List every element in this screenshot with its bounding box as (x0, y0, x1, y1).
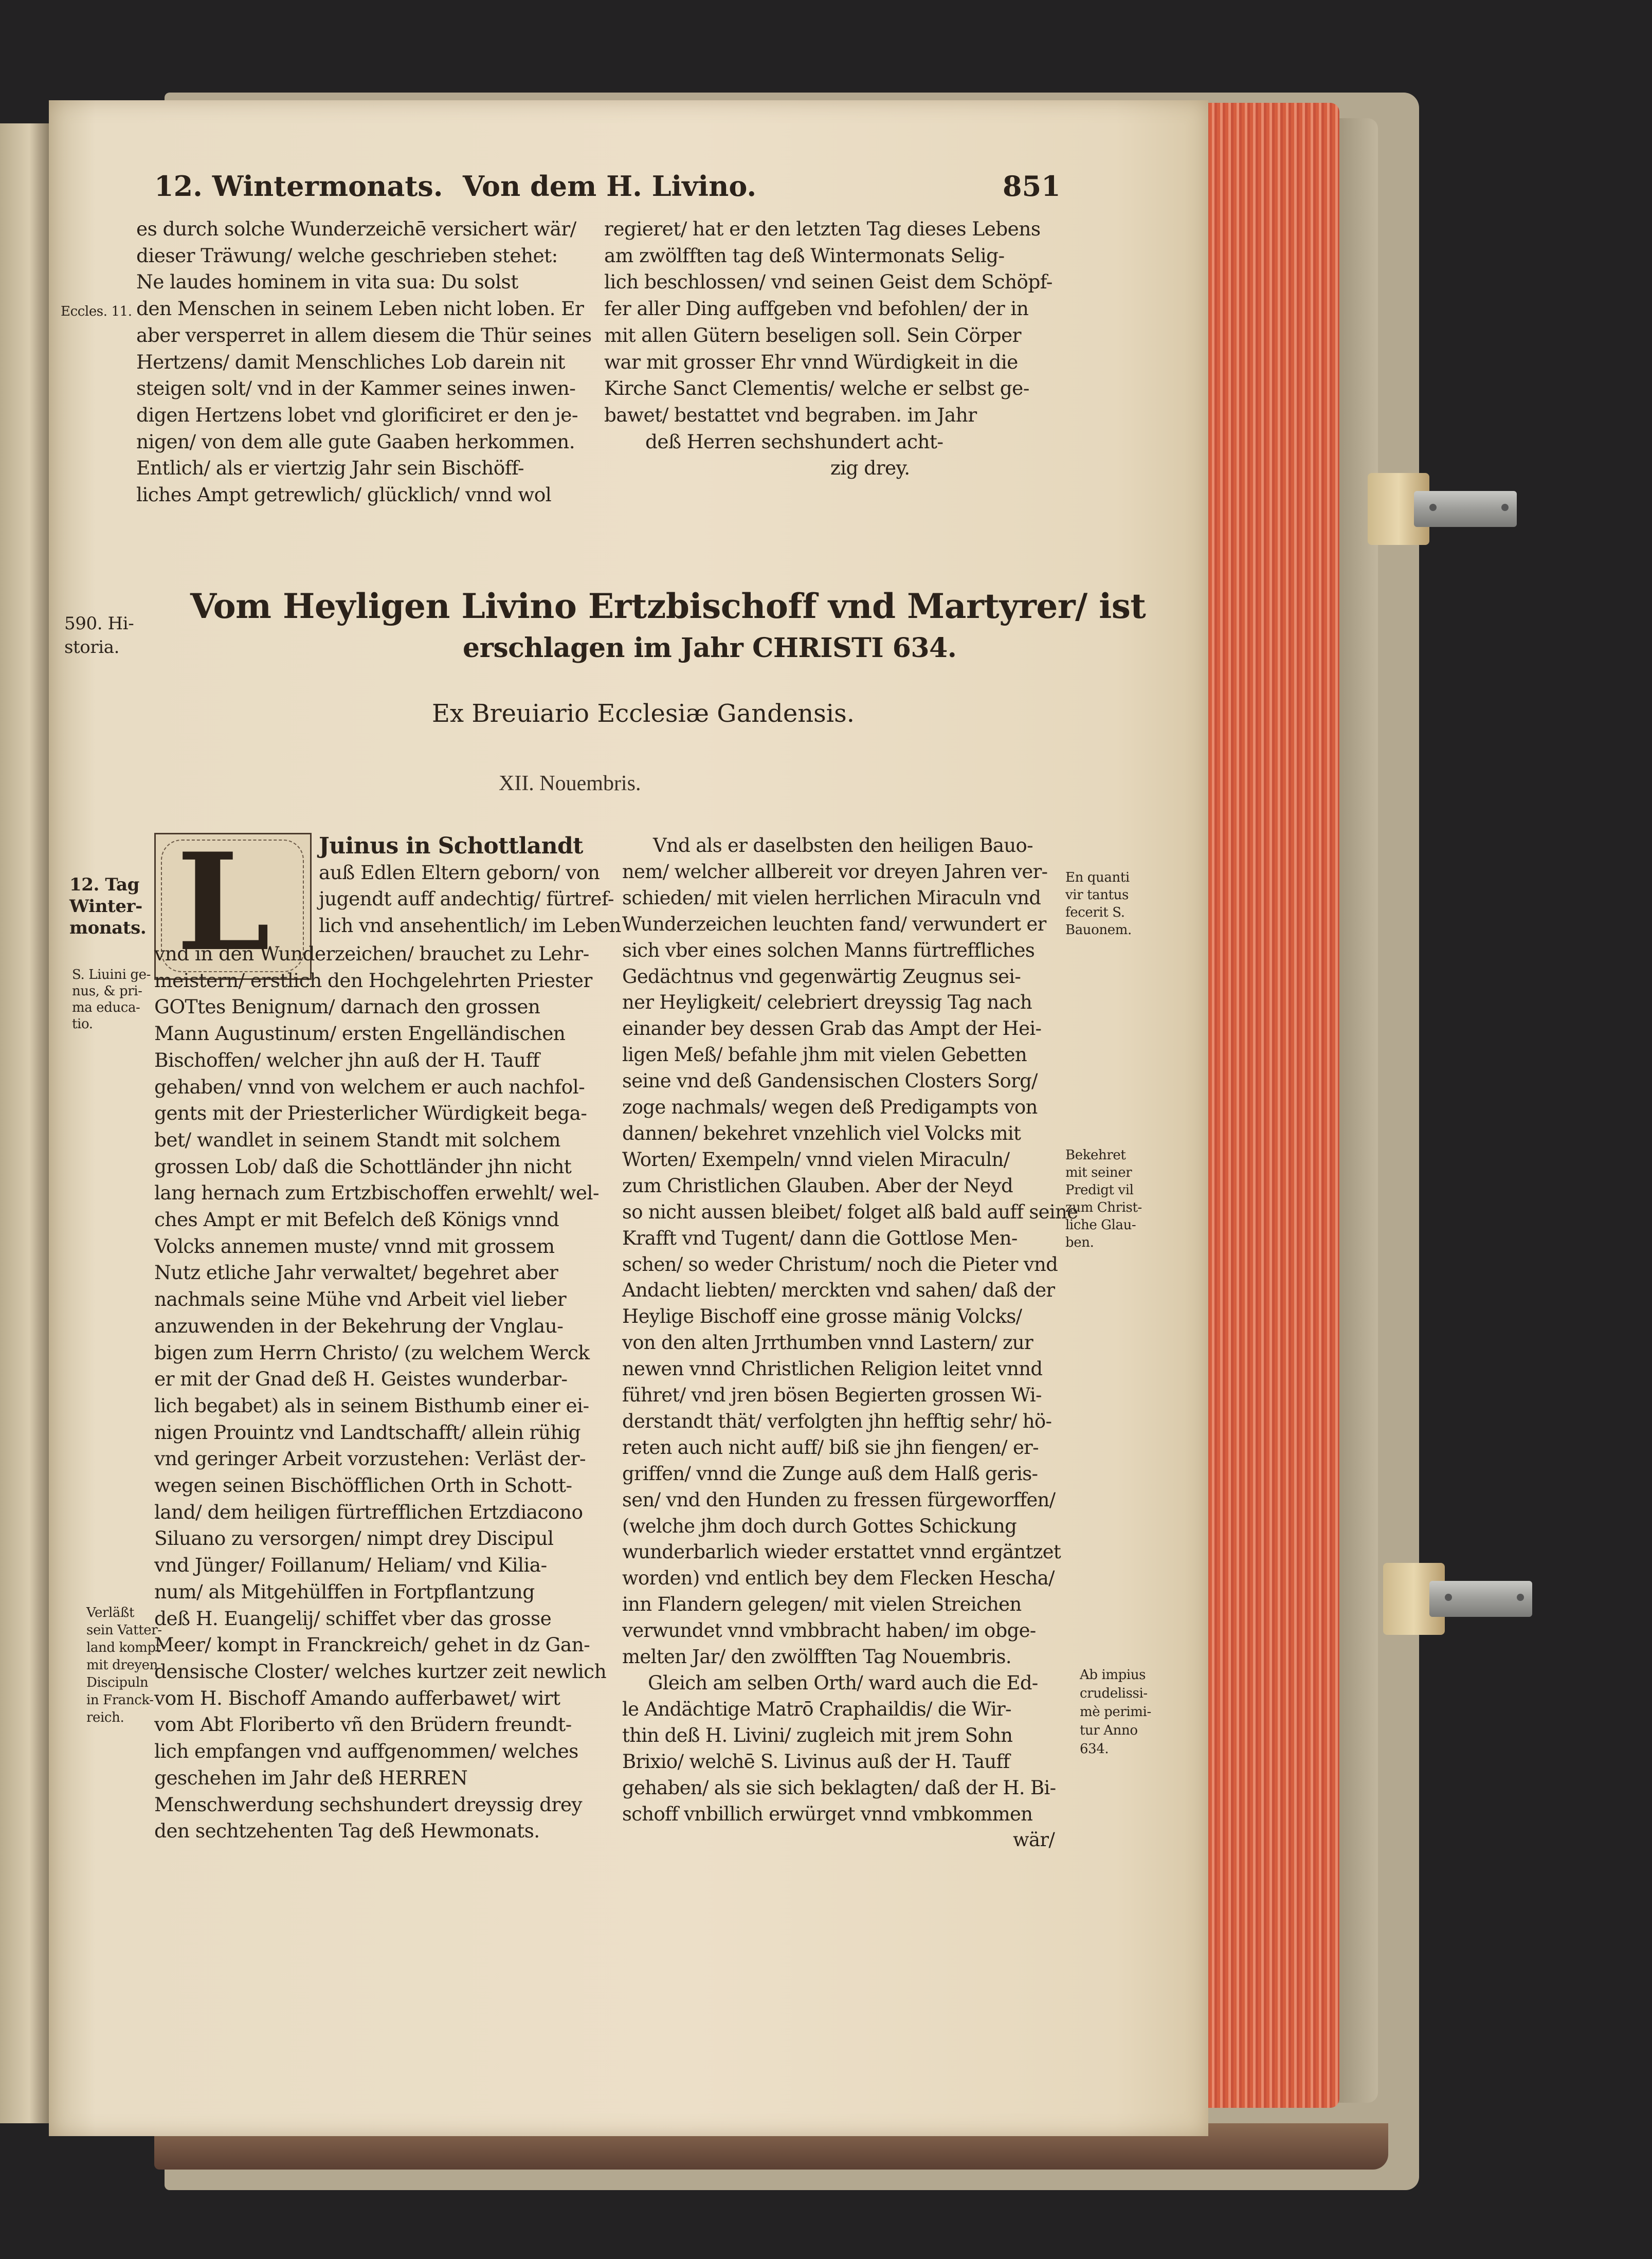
text-line: deß H. Euangelij/ schiffet vber das grosse (154, 1607, 552, 1630)
margin-note-martyrdom: Ab impius crudelissi- mè perimi- tur Anno 634. (1080, 1667, 1151, 1757)
text-line: vom Abt Floriberto vñ den Brüdern freundt- (154, 1713, 572, 1736)
text-line: einander bey dessen Grab das Ampt der Hei- (622, 1017, 1042, 1040)
text-line: lich empfangen vnd auffgenommen/ welches (154, 1740, 578, 1763)
text-line: num/ als Mitgehülffen in Fortpflantzung (154, 1580, 535, 1603)
text-line: land/ dem heiligen fürtrefflichen Ertzdiacono (154, 1500, 583, 1523)
text-line: bawet/ bestattet vnd begraben. im Jahr (604, 403, 977, 426)
text-line: Krafft vnd Tugent/ dann die Gottlose Men- (622, 1227, 1018, 1249)
text-line: den sechtzehenten Tag deß Hewmonats. (154, 1819, 540, 1843)
margin-note-eccles: Eccles. 11. (61, 304, 132, 319)
text-line: nachmals seine Mühe vnd Arbeit viel lieber (154, 1288, 567, 1311)
margin-note-genus: S. Liuini ge- nus, & pri- ma educa- tio. (72, 967, 151, 1032)
text-line: gehaben/ als sie sich beklagten/ daß der H. Bi- (622, 1776, 1056, 1799)
text-line: steigen solt/ vnd in der Kammer seines inwen- (136, 377, 576, 400)
text-line: so nicht aussen bleibet/ folget alß bald auff seine (622, 1200, 1078, 1223)
main-column-left (154, 941, 606, 1845)
text-line: zoge nachmals/ wegen deß Predigampts von (622, 1096, 1038, 1119)
text-line: Ne laudes hominem in vita sua: Du solst (136, 270, 518, 294)
text-line: führet/ vnd jren bösen Begierten grossen Wi- (622, 1384, 1042, 1407)
text-line: aber versperret in allem diesem die Thür seines (136, 323, 592, 347)
text-line: lang hernach zum Ertzbischoffen erwehlt/ wel- (154, 1181, 599, 1205)
text-line: GOTtes Benignum/ darnach den grossen (154, 995, 540, 1018)
text-line: Siluano zu versorgen/ nimpt drey Discipul (154, 1527, 554, 1550)
text-line: Brixio/ welchē S. Livinus auß der H. Tauff (622, 1750, 1010, 1773)
text-line: dannen/ bekehret vnzehlich viel Volcks mit (622, 1122, 1021, 1144)
text-line: griffen/ vnnd die Zunge auß dem Halß geris- (622, 1462, 1038, 1485)
text-line: ches Ampt er mit Befelch deß Königs vnnd (154, 1208, 559, 1231)
text-line: nigen/ von dem alle gute Gaaben herkommen. (136, 430, 575, 453)
margin-note-bauo: En quanti vir tantus fecerit S. Bauonem. (1065, 870, 1132, 938)
text-line: inn Flandern gelegen/ mit vielen Streichen (622, 1593, 1022, 1616)
text-line: lich vnd ansehentlich/ im Leben (319, 914, 621, 937)
text-line: Entlich/ als er viertzig Jahr sein Bischöff- (136, 457, 524, 480)
text-line: anzuwenden in der Bekehrung der Vnglau- (154, 1314, 564, 1337)
text-line: Mann Augustinum/ ersten Engelländischen (154, 1022, 566, 1045)
text-line: deß Herren sechshundert acht- (645, 430, 943, 453)
text-line: (welche jhm doch durch Gottes Schickung (622, 1515, 1017, 1537)
text-line: Wunderzeichen leuchten fand/ verwundert er (622, 913, 1046, 935)
text-line: newen vnnd Christlichen Religion leitet vnnd (622, 1358, 1043, 1380)
text-line: verwundet vnnd vmbbracht haben/ im obge- (622, 1619, 1036, 1642)
text-line: Worten/ Exempeln/ vnnd vielen Miraculn/ (622, 1148, 1010, 1171)
text-line: er mit der Gnad deß H. Geistes wunderbar- (154, 1368, 568, 1391)
top-column-right (604, 216, 1052, 482)
margin-note-590: 590. Hi- storia. (64, 613, 134, 658)
text-line: Andacht liebten/ merckten vnd sahen/ daß der (622, 1279, 1055, 1302)
text-line: le Andächtige Matrō Craphaildis/ die Wir- (622, 1698, 1011, 1720)
text-line: sich vber eines solchen Manns fürtreffliches (622, 939, 1035, 961)
clasp-upper-icon (1368, 473, 1522, 545)
text-line: wegen seinen Bischöfflichen Orth in Schott- (154, 1474, 572, 1497)
main-column-right (622, 833, 1078, 1853)
text-line: zum Christlichen Glauben. Aber der Neyd (622, 1174, 1013, 1197)
text-line: dieser Träwung/ welche geschrieben stehet: (136, 244, 558, 267)
text-line: es durch solche Wunderzeichē versichert wär/ (136, 217, 576, 240)
text-line: den Menschen in seinem Leben nicht loben. Er (136, 297, 584, 320)
text-line: schieden/ mit vielen herrlichen Miraculn vnd (622, 886, 1041, 909)
text-line: seine vnd deß Gandensischen Closters Sorg/ (622, 1070, 1038, 1092)
text-line: melten Jar/ den zwölfften Tag Nouembris. (622, 1646, 1011, 1668)
margin-note-preaching: Bekehret mit seiner Predigt vil zum Christ- liche Glau- ben. (1065, 1147, 1142, 1250)
text-line: sen/ vnd den Hunden zu fressen fürgeworffen/ (622, 1488, 1056, 1511)
text-line: ligen Meß/ befahle jhm mit vielen Gebetten (622, 1044, 1027, 1066)
text-line: war mit grosser Ehr vnnd Würdigkeit in die (604, 350, 1018, 373)
text-line: bet/ wandlet in seinem Standt mit solchem (154, 1128, 560, 1151)
clasp-lower-icon (1383, 1563, 1537, 1635)
text-line: digen Hertzens lobet vnd glorificiret er den je- (136, 403, 578, 426)
text-line: Meer/ kompt in Franckreich/ gehet in dz Gan- (154, 1633, 590, 1656)
top-column-left (136, 216, 591, 508)
text-line: fer aller Ding auffgeben vnd befohlen/ der in (604, 297, 1029, 320)
text-line: schoff vnbillich erwürget vnnd vmbkommen (622, 1802, 1033, 1825)
text-line: nigen Prouintz vnd Landtschafft/ allein rühig (154, 1420, 580, 1444)
main-column-left-opening (319, 833, 621, 939)
text-line: mit allen Gütern beseligen soll. Sein Cörper (604, 323, 1021, 347)
text-line: am zwölfften tag deß Wintermonats Selig- (604, 244, 1005, 267)
text-line: regieret/ hat er den letzten Tag dieses Lebens (604, 217, 1041, 240)
running-head-left: 12. Wintermonats. (154, 170, 443, 203)
text-line: Juinus in Schottlandt (319, 833, 583, 859)
text-line: derstandt thät/ verfolgten jhn hefftig sehr/ hö- (622, 1410, 1052, 1432)
text-line: gehaben/ vnnd von welchem er auch nachfol- (154, 1075, 585, 1098)
text-line: Gedächtnus vnd gegenwärtig Zeugnus sei- (622, 965, 1021, 988)
text-line: wunderbarlich wieder erstattet vnnd ergäntzet (622, 1541, 1061, 1563)
date-line: XII. Nouembris. (499, 772, 641, 795)
text-line: vnd in den Wunderzeichen/ brauchet zu Lehr- (154, 942, 589, 965)
text-line: nem/ welcher allbereit vor dreyen Jahren ver- (622, 860, 1048, 883)
text-line: Menschwerdung sechshundert dreyssig drey (154, 1793, 583, 1816)
text-line: Hertzens/ damit Menschliches Lob darein nit (136, 350, 565, 373)
chapter-title-line2: erschlagen im Jahr CHRISTI 634. (463, 632, 957, 664)
text-line: Volcks annemen muste/ vnnd mit grossem (154, 1234, 555, 1258)
text-line: ner Heyligkeit/ celebriert dreyssig Tag nach (622, 991, 1032, 1014)
text-line: lich begabet) als in seinem Bisthumb einer ei- (154, 1394, 589, 1417)
page-number: 851 (1003, 170, 1061, 203)
running-head-center: Von dem H. Livino. (463, 170, 757, 203)
text-line: thin deß H. Livini/ zugleich mit jrem Sohn (622, 1724, 1013, 1746)
text-line: Kirche Sanct Clementis/ welche er selbst ge- (604, 377, 1029, 400)
margin-note-date: 12. Tag Winter- monats. (69, 875, 147, 938)
text-line: geschehen im Jahr deß HERREN (154, 1766, 468, 1789)
text-line: liches Ampt getrewlich/ glücklich/ vnnd wol (136, 483, 552, 506)
text-line: zig drey. (830, 457, 910, 480)
text-line: meistern/ erstlich den Hochgelehrten Priester (154, 969, 592, 992)
text-line: Gleich am selben Orth/ ward auch die Ed- (648, 1672, 1038, 1694)
text-line: Heylige Bischoff eine grosse mänig Volcks/ (622, 1305, 1022, 1328)
text-line: vom H. Bischoff Amando aufferbawet/ wirt (154, 1686, 560, 1709)
text-line: wär/ (1013, 1829, 1055, 1851)
text-line: worden) vnd entlich bey dem Flecken Hescha/ (622, 1567, 1055, 1590)
text-line: vnd geringer Arbeit vorzustehen: Verläst der- (154, 1447, 586, 1470)
text-line: grossen Lob/ daß die Schottländer jhn nicht (154, 1155, 572, 1178)
text-line: schen/ so weder Christum/ noch die Pieter vnd (622, 1253, 1058, 1276)
initial-letter: L (176, 824, 270, 981)
text-line: Bischoffen/ welcher jhn auß der H. Tauff (154, 1048, 539, 1071)
text-line: reten auch nicht auff/ biß sie jhn fiengen/ er- (622, 1436, 1039, 1459)
text-line: von den alten Jrrthumben vnnd Lastern/ zur (622, 1332, 1033, 1354)
text-line: bigen zum Herrn Christo/ (zu welchem Werck (154, 1341, 590, 1364)
text-line: densische Closter/ welches kurtzer zeit newlich (154, 1660, 607, 1683)
facing-page-edge (0, 123, 49, 2123)
chapter-title-line1: Vom Heyligen Livino Ertzbischoff vnd Martyrer/ ist (190, 586, 1146, 626)
source-line: Ex Breuiario Ecclesiæ Gandensis. (432, 699, 855, 728)
text-line: lich beschlossen/ vnd seinen Geist dem Schöpf- (604, 270, 1052, 294)
book-cover-edge (1337, 118, 1378, 2103)
text-line: gents mit der Priesterlicher Würdigkeit bega- (154, 1102, 587, 1125)
text-line: Nutz etliche Jahr verwaltet/ begehret aber (154, 1261, 558, 1284)
text-line: jugendt auff andechtig/ fürtref- (319, 887, 614, 910)
margin-note-departure: Verläßt sein Vatter- land kompt mit dreyen Discipuln in Franck- reich. (86, 1605, 162, 1725)
text-line: auß Edlen Eltern geborn/ von (319, 861, 600, 884)
text-line: vnd Jünger/ Foillanum/ Heliam/ vnd Kilia- (154, 1554, 547, 1577)
text-line: Vnd als er daselbsten den heiligen Bauo- (653, 834, 1033, 857)
